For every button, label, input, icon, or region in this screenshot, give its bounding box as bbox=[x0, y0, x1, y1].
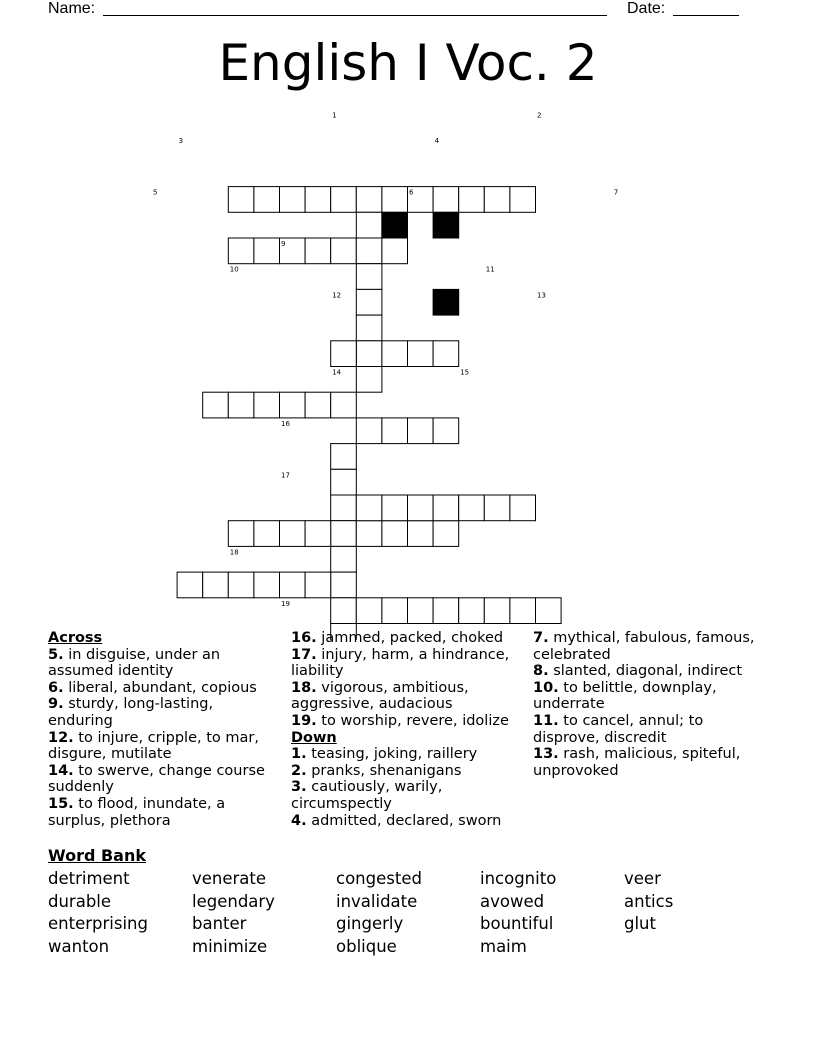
cell-number: 14 bbox=[332, 368, 342, 377]
grid-cell[interactable] bbox=[408, 521, 434, 547]
cell-number: 10 bbox=[229, 265, 239, 274]
word-bank bbox=[48, 868, 768, 959]
clue-text: rash, malicious, spiteful, unprovoked bbox=[533, 746, 741, 779]
clue-text: teasing, joking, raillery bbox=[306, 746, 478, 763]
down-clue bbox=[291, 779, 519, 812]
grid-cell[interactable] bbox=[382, 187, 408, 213]
clue-number: 5. bbox=[48, 646, 64, 663]
word-bank-word: congested bbox=[336, 869, 422, 888]
cell-number: 1 bbox=[332, 111, 337, 120]
grid-cell[interactable] bbox=[382, 341, 408, 367]
grid-cell[interactable] bbox=[382, 238, 408, 264]
clue-text: admitted, declared, sworn bbox=[306, 812, 502, 829]
grid-cell[interactable] bbox=[331, 572, 357, 598]
grid-cell[interactable] bbox=[228, 187, 254, 213]
across-heading: Across bbox=[48, 630, 103, 646]
clue-number: 10. bbox=[533, 679, 559, 696]
across-clue bbox=[291, 713, 519, 730]
word-bank-word: gingerly bbox=[336, 914, 404, 934]
clue-text: liberal, abundant, copious bbox=[63, 679, 257, 696]
grid-cell[interactable] bbox=[331, 392, 357, 418]
grid-cell[interactable] bbox=[228, 572, 254, 598]
cell-number: 2 bbox=[537, 111, 542, 120]
grid-cell[interactable] bbox=[254, 187, 280, 213]
grid-cell[interactable] bbox=[305, 238, 331, 264]
across-clue bbox=[48, 680, 276, 697]
down-clue bbox=[533, 713, 761, 746]
clue-text: to flood, inundate, a surplus, plethora bbox=[48, 795, 226, 829]
grid-cell[interactable] bbox=[510, 598, 536, 624]
clue-number: 3. bbox=[291, 779, 307, 796]
clues-column-3 bbox=[533, 630, 761, 779]
cell-number: 18 bbox=[229, 548, 239, 557]
down-clue bbox=[533, 746, 761, 779]
grid-cell[interactable] bbox=[356, 315, 382, 341]
grid-cell[interactable] bbox=[331, 521, 357, 547]
across-clue bbox=[48, 730, 276, 763]
grid-cell[interactable] bbox=[356, 418, 382, 444]
across-clue bbox=[48, 796, 276, 829]
grid-cell[interactable] bbox=[484, 187, 510, 213]
grid-cell[interactable] bbox=[280, 392, 306, 418]
clue-text: jammed, packed, choked bbox=[316, 630, 504, 646]
down-clue bbox=[533, 663, 761, 680]
clue-number: 14. bbox=[48, 762, 74, 779]
across-clue bbox=[291, 630, 519, 647]
grid-cell[interactable] bbox=[331, 598, 357, 624]
grid-cell[interactable] bbox=[356, 264, 382, 290]
grid-cell[interactable] bbox=[459, 598, 485, 624]
word-bank-word: minimize bbox=[192, 937, 268, 957]
word-bank-word: avowed bbox=[480, 891, 545, 911]
word-bank-word: maim bbox=[480, 937, 527, 957]
cell-number: 5 bbox=[153, 188, 158, 197]
across-clue bbox=[291, 680, 519, 713]
name-label: Name: bbox=[48, 0, 96, 17]
grid-cell[interactable] bbox=[433, 418, 459, 444]
cell-number: 7 bbox=[613, 188, 619, 197]
clue-number: 9. bbox=[48, 696, 64, 713]
grid-cell[interactable] bbox=[510, 187, 536, 213]
grid-cell[interactable] bbox=[433, 187, 459, 213]
cell-number: 15 bbox=[460, 368, 470, 377]
grid-cell[interactable] bbox=[382, 598, 408, 624]
grid-cell[interactable] bbox=[484, 495, 510, 521]
grid-cell[interactable] bbox=[331, 187, 357, 213]
clue-text: slanted, diagonal, indirect bbox=[548, 663, 743, 680]
cell-number: 4 bbox=[434, 137, 440, 146]
word-bank-word: durable bbox=[48, 891, 112, 911]
cell-number: 13 bbox=[537, 291, 546, 300]
grid-cell[interactable] bbox=[305, 392, 331, 418]
date-label: Date: bbox=[627, 0, 666, 17]
down-clue bbox=[291, 763, 519, 780]
grid-cell[interactable] bbox=[331, 238, 357, 264]
grid-cell[interactable] bbox=[408, 418, 434, 444]
down-clue bbox=[533, 630, 761, 663]
word-bank-word: venerate bbox=[192, 869, 267, 888]
grid-cell[interactable] bbox=[408, 495, 434, 521]
clue-text: vigorous, ambitious, aggressive, audacious bbox=[291, 679, 469, 713]
word-bank-word: detriment bbox=[48, 869, 130, 888]
grid-cell[interactable] bbox=[254, 572, 280, 598]
clue-text: to worship, revere, idolize bbox=[316, 712, 509, 729]
grid-cell[interactable] bbox=[305, 187, 331, 213]
word-bank-word: antics bbox=[624, 891, 674, 911]
grid-cell[interactable] bbox=[433, 598, 459, 624]
grid-cell[interactable] bbox=[228, 521, 254, 547]
word-bank-word: oblique bbox=[336, 937, 397, 957]
grid-cell[interactable] bbox=[459, 187, 485, 213]
cell-number: 8 bbox=[383, 214, 388, 223]
grid-cell[interactable] bbox=[382, 418, 408, 444]
cell-number: 11 bbox=[485, 265, 495, 274]
down-clue bbox=[291, 813, 519, 830]
cell-number: 17 bbox=[281, 471, 290, 480]
clue-text: in disguise, under an assumed identity bbox=[48, 646, 221, 680]
cell-number: 19 bbox=[281, 599, 290, 608]
across-clue bbox=[48, 763, 276, 796]
grid-cell[interactable] bbox=[408, 598, 434, 624]
word-bank-word: veer bbox=[624, 869, 661, 888]
grid-cell[interactable] bbox=[305, 572, 331, 598]
word-bank-word: enterprising bbox=[48, 914, 148, 934]
grid-cell[interactable] bbox=[536, 598, 562, 624]
word-bank-word: legendary bbox=[192, 891, 275, 911]
cell-number: 9 bbox=[281, 240, 286, 248]
grid-cell[interactable] bbox=[356, 187, 382, 213]
clue-number: 16. bbox=[291, 630, 317, 646]
clues-column-2 bbox=[291, 630, 519, 829]
across-clue bbox=[48, 647, 276, 680]
grid-cell[interactable] bbox=[331, 495, 357, 521]
grid-block-cell bbox=[433, 289, 459, 315]
grid-cell[interactable] bbox=[408, 341, 434, 367]
grid-cell[interactable] bbox=[356, 598, 382, 624]
grid-cell[interactable] bbox=[280, 187, 306, 213]
down-clue bbox=[533, 680, 761, 713]
grid-cell[interactable] bbox=[382, 495, 408, 521]
clue-text: to belittle, downplay, underrate bbox=[533, 679, 717, 713]
grid-cell[interactable] bbox=[331, 341, 357, 367]
across-clue bbox=[48, 696, 276, 729]
grid-cell[interactable] bbox=[331, 546, 357, 572]
clue-number: 19. bbox=[291, 712, 317, 729]
cell-number: 3 bbox=[178, 137, 184, 146]
down-clue bbox=[291, 746, 519, 763]
word-bank-word: wanton bbox=[48, 937, 110, 957]
clue-number: 6. bbox=[48, 679, 64, 696]
down-heading: Down bbox=[291, 729, 337, 746]
clue-number: 4. bbox=[291, 812, 307, 829]
grid-cell[interactable] bbox=[356, 212, 382, 238]
grid-cell[interactable] bbox=[433, 521, 459, 547]
cell-number: 16 bbox=[281, 419, 290, 428]
clue-number: 18. bbox=[291, 679, 317, 696]
grid-cell[interactable] bbox=[433, 495, 459, 521]
clue-text: injury, harm, a hindrance, liability bbox=[291, 646, 510, 680]
cell-number: 6 bbox=[409, 188, 414, 197]
clue-text: to injure, cripple, to mar, disgure, mutilate bbox=[48, 729, 259, 763]
clue-number: 7. bbox=[533, 630, 549, 646]
grid-cell[interactable] bbox=[382, 521, 408, 547]
grid-block-cell bbox=[433, 212, 459, 238]
grid-cell[interactable] bbox=[356, 521, 382, 547]
grid-cell[interactable] bbox=[305, 521, 331, 547]
grid-cell[interactable] bbox=[356, 367, 382, 393]
grid-cell[interactable] bbox=[510, 495, 536, 521]
clue-number: 8. bbox=[533, 663, 549, 680]
word-bank-word: banter bbox=[192, 914, 247, 934]
clues-column-1 bbox=[48, 630, 276, 829]
grid-cell[interactable] bbox=[254, 392, 280, 418]
clue-text: pranks, shenanigans bbox=[306, 762, 462, 779]
grid-cell[interactable] bbox=[484, 598, 510, 624]
clue-text: to swerve, change course suddenly bbox=[48, 762, 265, 796]
grid-cell[interactable] bbox=[280, 521, 306, 547]
grid-cell[interactable] bbox=[356, 495, 382, 521]
word-bank-word: incognito bbox=[480, 869, 557, 888]
grid-cell[interactable] bbox=[203, 392, 229, 418]
clue-number: 15. bbox=[48, 795, 74, 812]
page-title: English I Voc. 2 bbox=[218, 34, 598, 92]
grid-cell[interactable] bbox=[356, 238, 382, 264]
clue-number: 1. bbox=[291, 746, 307, 763]
clue-number: 12. bbox=[48, 729, 74, 746]
clue-text: sturdy, long-lasting, enduring bbox=[48, 696, 214, 729]
grid-cell[interactable] bbox=[228, 238, 254, 264]
grid-cell[interactable] bbox=[254, 521, 280, 547]
grid-cell[interactable] bbox=[254, 238, 280, 264]
clue-text: mythical, fabulous, famous, celebrated bbox=[533, 630, 755, 663]
grid-cell[interactable] bbox=[280, 572, 306, 598]
grid-cell[interactable] bbox=[356, 289, 382, 315]
grid-cell[interactable] bbox=[356, 341, 382, 367]
word-bank-word: glut bbox=[624, 914, 656, 934]
grid-cell[interactable] bbox=[433, 341, 459, 367]
clue-number: 2. bbox=[291, 762, 307, 779]
clue-number: 13. bbox=[533, 746, 559, 763]
clue-number: 17. bbox=[291, 646, 317, 663]
cell-number: 12 bbox=[332, 291, 342, 300]
grid-cell[interactable] bbox=[331, 469, 357, 495]
clue-number: 11. bbox=[533, 712, 559, 729]
grid-cell[interactable] bbox=[177, 572, 203, 598]
word-bank-heading: Word Bank bbox=[48, 846, 147, 865]
grid-cell[interactable] bbox=[228, 392, 254, 418]
across-clue bbox=[291, 647, 519, 680]
clue-text: to cancel, annul; to disprove, discredit bbox=[533, 712, 704, 746]
grid-cell[interactable] bbox=[203, 572, 229, 598]
clue-text: cautiously, warily, circumspectly bbox=[291, 779, 443, 812]
word-bank-word: invalidate bbox=[336, 891, 418, 911]
grid-cell[interactable] bbox=[459, 495, 485, 521]
word-bank-word: bountiful bbox=[480, 914, 554, 934]
grid-cell[interactable] bbox=[331, 444, 357, 470]
